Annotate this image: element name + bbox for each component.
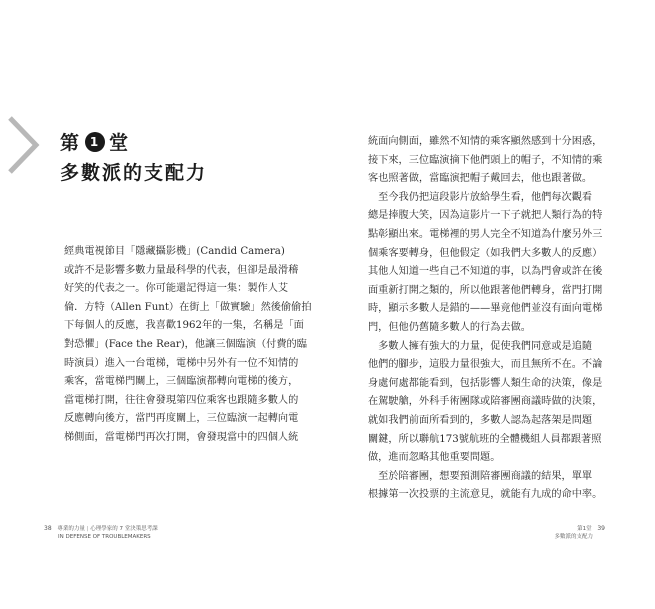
text-line: 或許不是影響多數力量最科學的代表，但卻是最滑稽 xyxy=(64,264,299,276)
text-line: 多數人擁有強大的力量，促使我們同意或是追隨 xyxy=(368,340,593,352)
text-line: 個乘客要轉身，但他假定（如我們大多數人的反應） xyxy=(368,247,603,259)
text-line: 客也照著做，當臨演把帽子戴回去，他也跟著做。 xyxy=(368,173,593,185)
text-line: 至於陪審團，想要預測陪審團商議的結果，單單 xyxy=(368,470,593,482)
text-line: 時演員）進入一台電梯，電梯中另外有一位不知情的 xyxy=(64,357,299,369)
footer-left xyxy=(40,525,158,541)
text-line: 梯側面，當電梯門再次打開，會發現當中的四個人統 xyxy=(64,431,299,443)
chapter-label xyxy=(60,128,130,155)
text-line: 好笑的代表之一。你可能還記得這一集：製作人艾 xyxy=(64,283,289,295)
text-line: 統面向側面，雖然不知情的乘客顯然感到十分困惑， xyxy=(368,136,603,147)
text-line: 反應轉向後方，當門再度關上，三位臨演一起轉向電 xyxy=(64,413,299,425)
text-line: 時，顯示多數人是錯的——畢竟他們並沒有面向電梯 xyxy=(368,303,603,315)
text-line: 根據第一次投票的主流意見，就能有九成的命中率。 xyxy=(368,489,603,501)
chevron-right-icon xyxy=(6,116,40,174)
left-page xyxy=(0,0,327,609)
right-page xyxy=(328,0,655,609)
text-line: 乘客，當電梯門關上，三個臨演都轉向電梯的後方， xyxy=(64,376,299,388)
body-text xyxy=(64,243,312,448)
text-line: 點彰顯出來。電梯裡的男人完全不知道為什麼另外三 xyxy=(368,228,603,240)
text-line: 門，但他仍舊隨多數人的行為去做。 xyxy=(368,321,531,333)
text-line: 至今我仍把這段影片放給學生看，他們每次觀看 xyxy=(368,191,593,203)
footer-separator: | xyxy=(86,526,89,532)
page-number: 39 xyxy=(597,525,605,532)
body-text xyxy=(368,133,603,505)
page-number: 38 xyxy=(44,525,52,532)
text-line: 對恐懼」(Face the Rear)，他讓三個臨演（付費的臨 xyxy=(64,338,307,350)
text-line: 做，進而忽略其他重要問題。 xyxy=(368,452,501,464)
text-line: 其他人知道一些自己不知道的事，以為門會或許在後 xyxy=(368,266,603,278)
chapter-title: 多數派的支配力 xyxy=(60,162,208,184)
text-line: 就如我們前面所看到的，多數人認為起落架是問題 xyxy=(368,414,593,426)
text-line: 總是捧腹大笑，因為這影片一下子就把人類行為的特 xyxy=(368,210,603,222)
text-line: 當電梯打開，往往會發現第四位乘客也跟隨多數人的 xyxy=(64,394,299,406)
chapter-number-badge: 1 xyxy=(85,132,105,152)
text-line: 他們的腳步，這股力量很強大，而且無所不在。不論 xyxy=(368,359,603,371)
text-line: 身處何處都能看到，包括影響人類生命的決策，像是 xyxy=(368,377,603,389)
running-title: 專業的力量 xyxy=(57,526,85,532)
text-line: 在駕駛艙，外科手術團隊或陪審團商議時做的決策， xyxy=(368,396,603,408)
running-lesson: 第1堂 xyxy=(577,526,592,532)
text-line: 下每個人的反應，我喜歡1962年的一集，名稱是「面 xyxy=(64,320,304,332)
text-line: 關鍵，所以聯航173號航班的全體機組人員都跟著照 xyxy=(368,433,602,445)
chapter-label-suffix: 堂 xyxy=(109,132,131,154)
chapter-label-prefix: 第 xyxy=(60,132,82,154)
footer-right xyxy=(554,525,609,541)
text-line: 面重新打開之類的，所以他跟著他們轉身，當門打開 xyxy=(368,284,603,296)
text-line: 接下來，三位臨演摘下他們頭上的帽子，不知情的乘 xyxy=(368,154,603,166)
running-english-subtitle: IN DEFENSE OF TROUBLEMAKERS xyxy=(58,534,151,540)
running-chapter-title: 多數派的支配力 xyxy=(554,534,593,540)
running-subtitle: 心理學家的 7 堂決策思考課 xyxy=(90,526,158,532)
text-line: 經典電視節目「隱藏攝影機」(Candid Camera) xyxy=(64,246,285,257)
text-line: 倫．方特（Allen Funt）在街上「做實驗」然後偷偷拍 xyxy=(64,301,312,313)
